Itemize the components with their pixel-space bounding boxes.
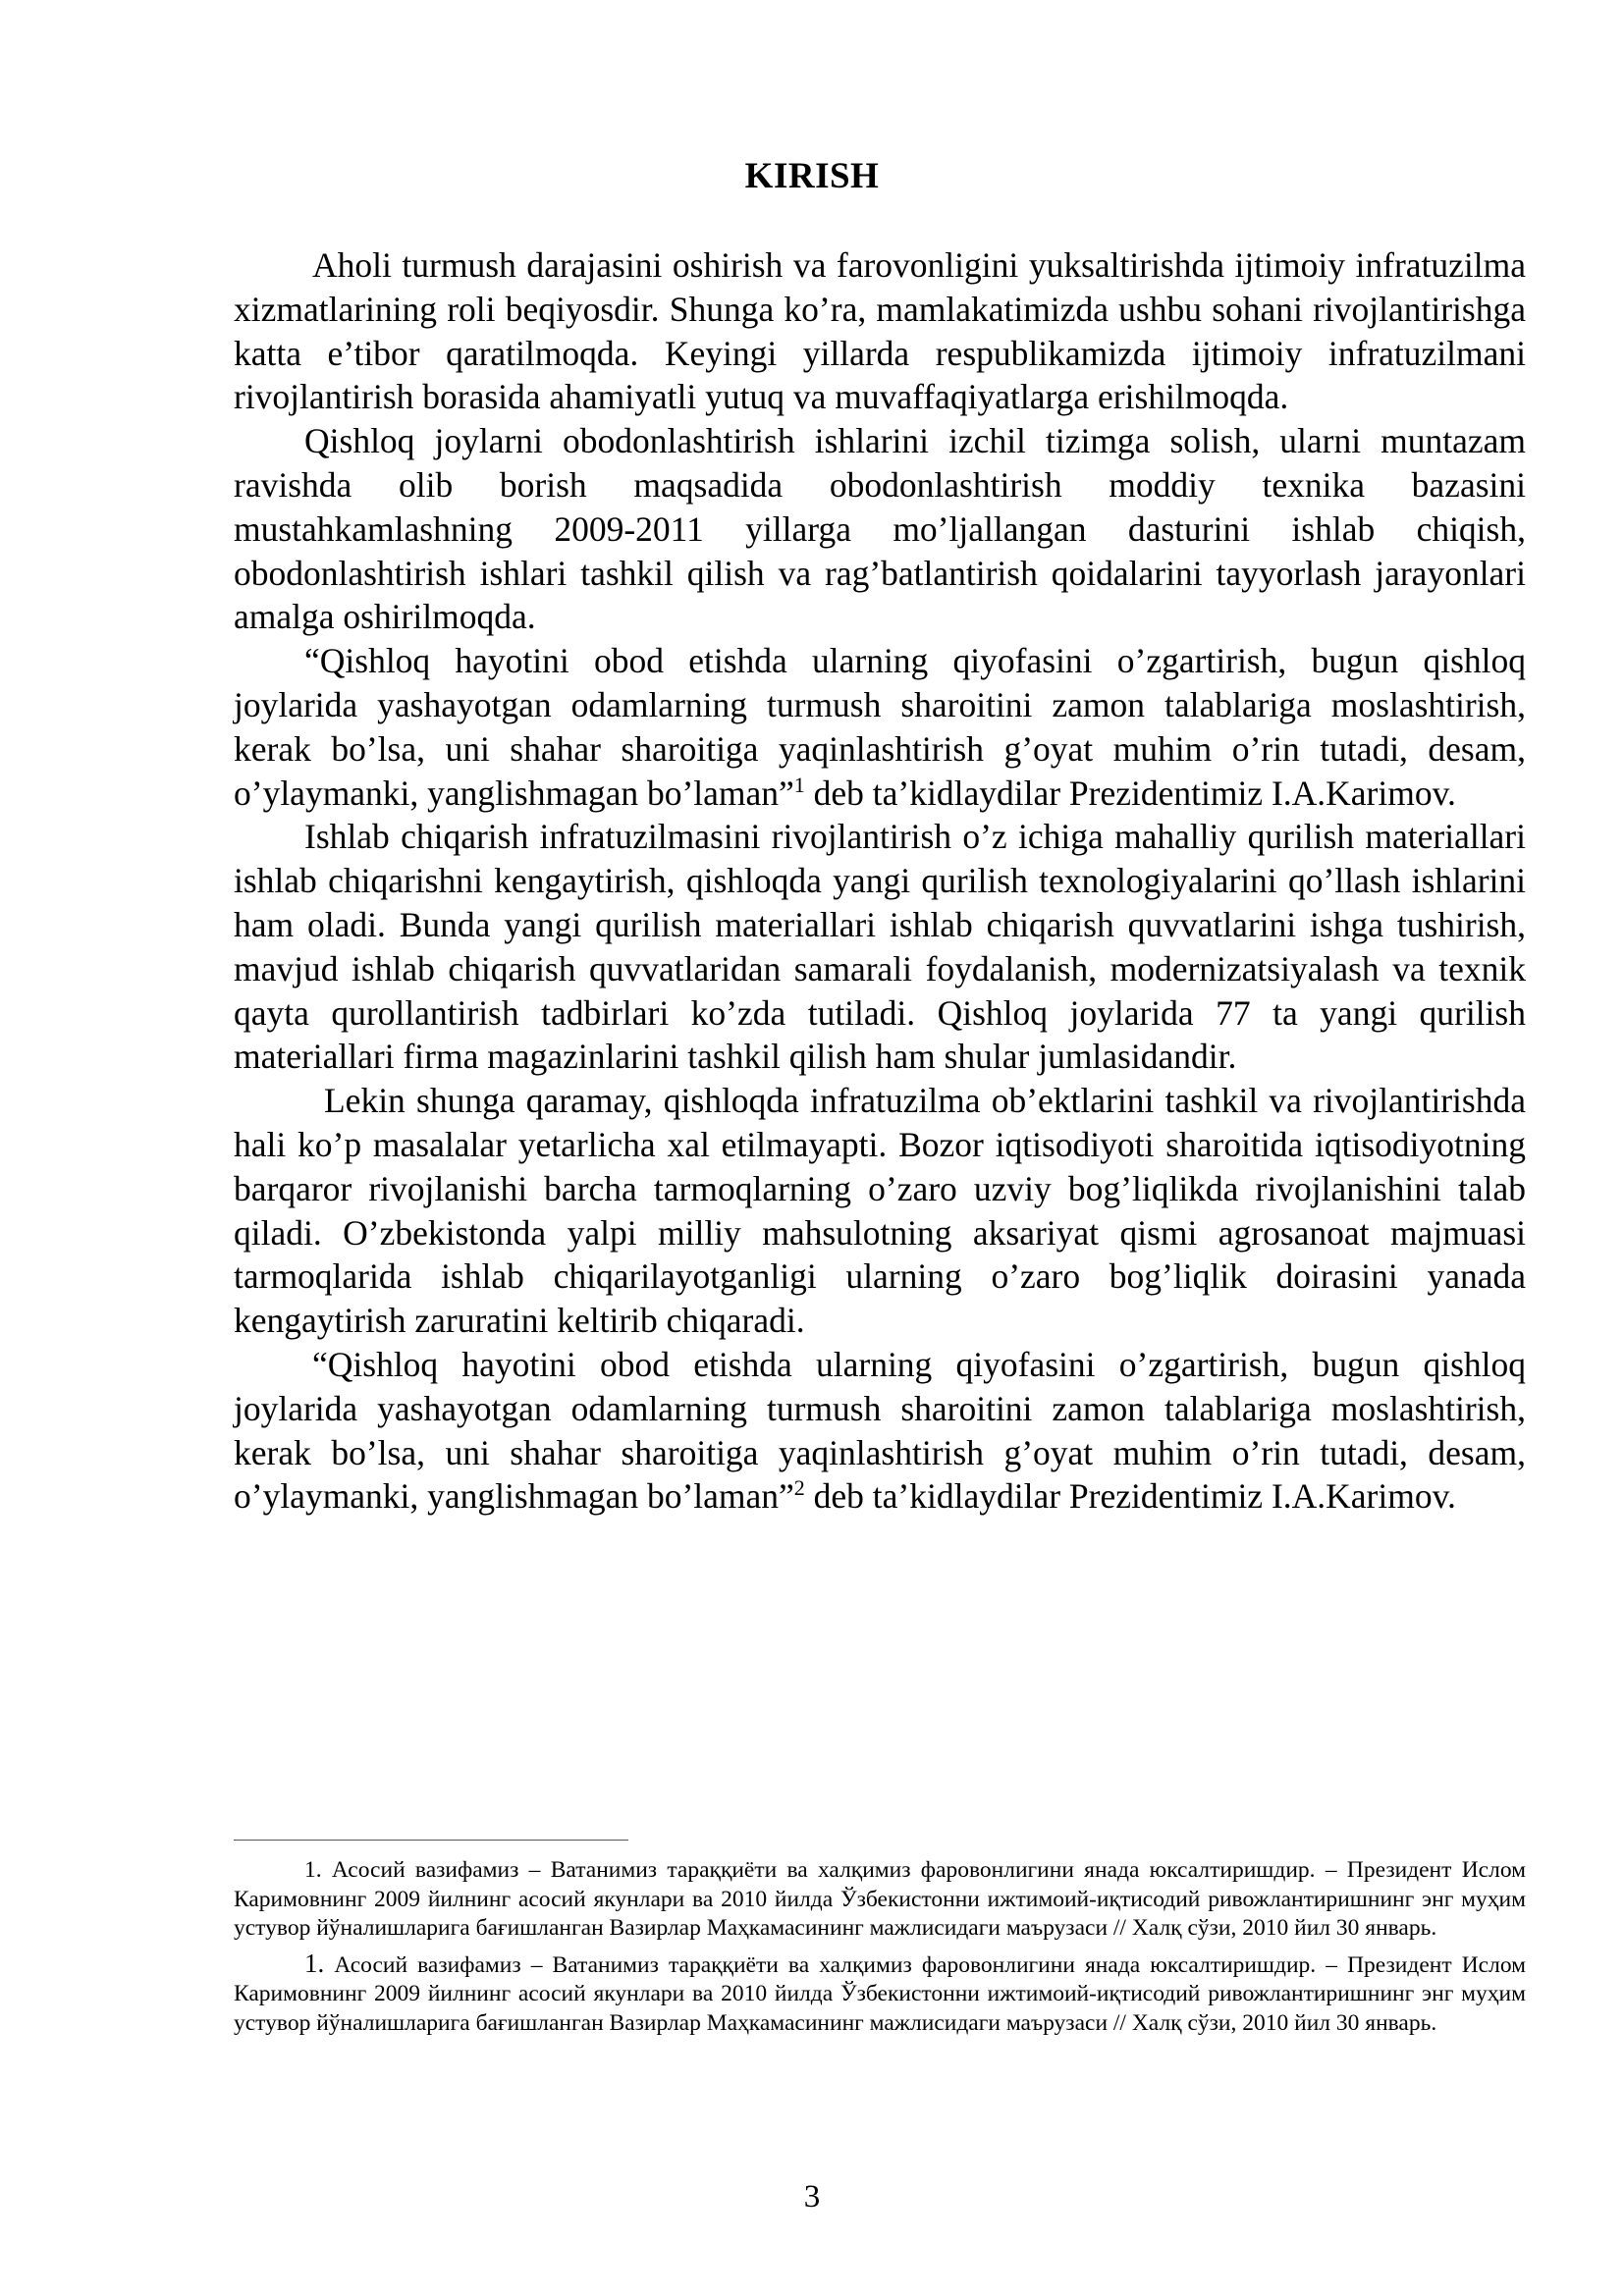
footnote-number: 1. [304, 1948, 325, 1978]
footnote-reference[interactable]: 1 [793, 772, 805, 797]
footnote-reference[interactable]: 2 [793, 1475, 805, 1501]
footnote-text: Асосий вазифамиз – Ватанимиз тараққиёти ва халқимиз фаровонлигини янада юксалтиришдир. – Президент Ислом Каримовнинг 2009 йилнинг асосий якунлари ва 2010 йилда Ўзбекистонни ижтимоий-иқтисодий ривожлантиришнинг энг муҳим устувор йўналишларига бағишланган Вазирлар Маҳкамасининг мажлисидаги маърузаси // Халқ сўзи, 2010 йил 30 январь. [234, 1857, 1526, 1941]
page-title: KIRISH [744, 156, 880, 196]
quote-text: “Qishloq hayotini obod etishda ularning qiyofasini o’zgartirish, bugun qishloq joylarida yashayotgan odamlarning turmush sharoitini zamon talablariga moslashtirish, kerak bo’lsa, uni shahar sharoitiga yaqinlashtirish g’oyat muhim o’rin tutadi, desam, o’ylaymanki, yanglishmagan bo’laman” [234, 641, 1526, 813]
quote-attribution: deb ta’kidlaydilar Prezidentimiz I.A.Karimov. [804, 1476, 1456, 1517]
footnote-2 [234, 1949, 1526, 2039]
body-text [234, 243, 1526, 1519]
footnote-separator [234, 1840, 628, 1841]
paragraph-5: Lekin shunga qaramay, qishloqda infratuzilma ob’ektlarini tashkil va rivojlantirishda hali ko’p masalalar yetarlicha xal etilmayapti. Bozor iqtisodiyoti sharoitida iqtisodiyotning barqaror rivojlanishi barcha tarmoqlarning o’zaro uzviy bog’liqlikda rivojlanishini talab qiladi. O’zbekistonda yalpi milliy mahsulotning aksariyat qismi agrosanoat majmuasi tarmoqlarida ishlab chiqarilayotganligi ularning o’zaro bog’liqlik doirasini yanada kengaytirish zaruratini keltirib chiqaradi. [234, 1081, 1526, 1341]
paragraph-1: Aholi turmush darajasini oshirish va farovonligini yuksaltirishda ijtimoiy infratuzilma xizmatlarining roli beqiyosdir. Shunga ko’ra, mamlakatimizda ushbu sohani rivojlantirishga katta e’tibor qaratilmoqda. Keyingi yillarda respublikamizda ijtimoiy infratuzilmani rivojlantirish borasida ahamiyatli yutuq va muvaffaqiyatlarga erishilmoqda. [234, 245, 1526, 417]
footnotes [234, 1856, 1526, 2044]
quote-text: “Qishloq hayotini obod etishda ularning qiyofasini o’zgartirish, bugun qishloq joylarida yashayotgan odamlarning turmush sharoitini zamon talablariga moslashtirish, kerak bo’lsa, uni shahar sharoitiga yaqinlashtirish g’oyat muhim o’rin tutadi, desam, o’ylaymanki, yanglishmagan bo’laman” [234, 1344, 1526, 1517]
paragraph-2: Qishloq joylarni obodonlashtirish ishlarini izchil tizimga solish, ularni muntazam ravishda olib borish maqsadida obodonlashtirish moddiy texnika bazasini mustahkamlashning 2009-2011 yillarga mo’ljallangan dasturini ishlab chiqish, obodonlashtirish ishlari tashkil qilish va rag’batlantirish qoidalarini tayyorlash jarayonlari amalga oshirilmoqda. [234, 421, 1526, 637]
paragraph-3-quote [234, 639, 1526, 815]
footnote-1 [234, 1856, 1526, 1944]
footnote-text: Асосий вазифамиз – Ватанимиз тараққиёти ва халқимиз фаровонлигини янада юксалтиришдир. – Президент Ислом Каримовнинг 2009 йилнинг асосий якунлари ва 2010 йилда Ўзбекистонни ижтимоий-иқтисодий ривожлантиришнинг энг муҳим устувор йўналишларига бағишланган Вазирлар Маҳкамасининг мажлисидаги маърузаси // Халқ сўзи, 2010 йил 30 январь. [234, 1951, 1526, 2036]
paragraph-4: Ishlab chiqarish infratuzilmasini rivojlantirish o’z ichiga mahalliy qurilish materiallari ishlab chiqarishni kengaytirish, qishloqda yangi qurilish texnologiyalarini qo’llash ishlarini ham oladi. Bunda yangi qurilish materiallari ishlab chiqarish quvvatlarini ishga tushirish, mavjud ishlab chiqarish quvvatlaridan samarali foydalanish, modernizatsiyalash va texnik qayta qurollantirish tadbirlari ko’zda tutiladi. Qishloq joylarida 77 ta yangi qurilish materiallari firma magazinlarini tashkil qilish ham shular jumlasidandir. [234, 817, 1526, 1077]
quote-attribution: deb ta’kidlaydilar Prezidentimiz I.A.Karimov. [804, 773, 1456, 813]
page-number: 3 [803, 2179, 821, 2215]
footnote-number: 1. [304, 1857, 322, 1883]
paragraph-6-quote [234, 1343, 1526, 1519]
